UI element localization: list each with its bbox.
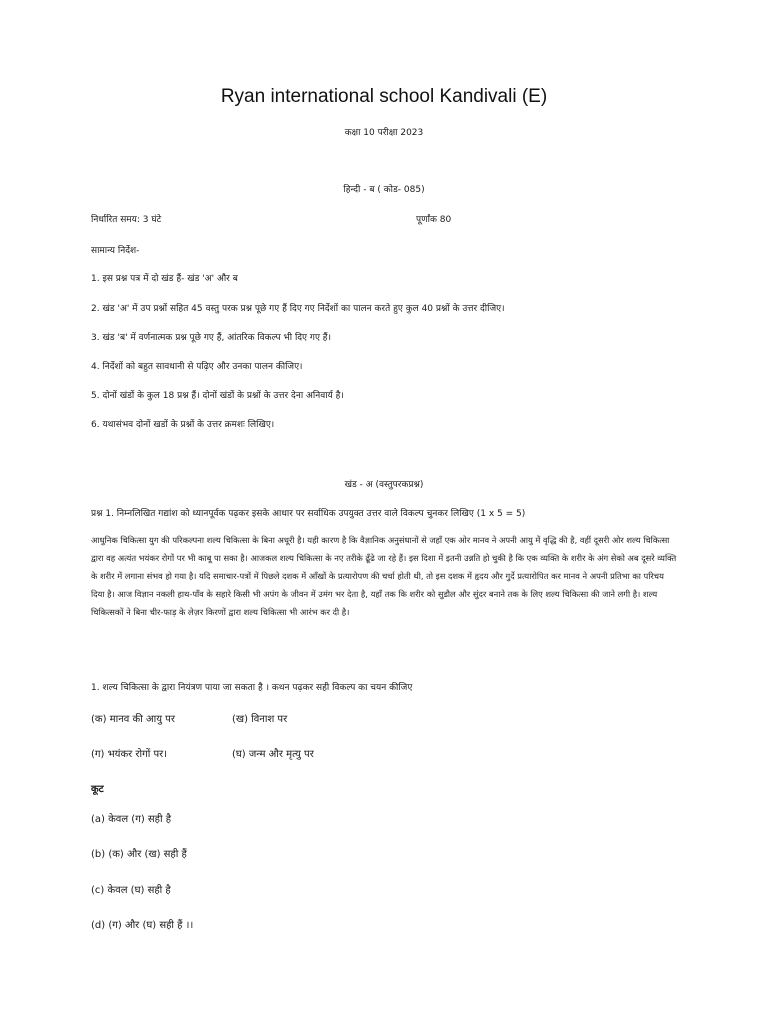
- subject-code: हिन्दी - ब ( कोड- 085): [343, 185, 425, 195]
- q1-statement: 1. शल्य चिकित्सा के द्वारा नियंत्रण पाया जा सकता है । कथन पढ़कर सही विकल्प का चयन कीजिए: [91, 683, 413, 693]
- q1-option-ga: (ग) भयंकर रोगों पर।: [91, 749, 168, 760]
- instruction-item: 2. खंड 'अ' में उप प्रश्नों सहित 45 वस्तु परक प्रश्न पूछे गए हैं दिए गए निर्देशों का पालन करते हुए कुल 40 प्रश्नों के उत्तर दीजिए।: [91, 304, 505, 314]
- answer-choice-c: (c) केवल (घ) सही है: [91, 885, 171, 896]
- instruction-item: 1. इस प्रश्न पत्र में दो खंड हैं- खंड 'अ' और ब: [91, 274, 238, 284]
- instruction-item: 5. दोनों खंडों के कुल 18 प्रश्न हैं। दोनों खंडों के प्रश्नों के उत्तर देना अनिवार्य है।: [91, 391, 344, 401]
- answer-choice-d: (d) (ग) और (घ) सही हैं ।।: [91, 920, 194, 931]
- koot-heading: कूट: [91, 784, 104, 795]
- q1-option-gha: (घ) जन्म और मृत्यु पर: [232, 749, 314, 760]
- instruction-item: 4. निर्देशों को बहुत सावधानी से पढ़िए और उनका पालन कीजिए।: [91, 362, 303, 372]
- total-marks: पूर्णांक 80: [416, 215, 452, 225]
- time-allowed: निर्धारित समय: 3 घंटे: [91, 215, 162, 225]
- exam-class-year: कक्षा 10 परीक्षा 2023: [344, 128, 424, 138]
- q1-option-ka: (क) मानव की आयु पर: [91, 714, 175, 725]
- answer-choice-b: (b) (क) और (ख) सही हैं: [91, 849, 187, 860]
- answer-choice-a: (a) केवल (ग) सही है: [91, 814, 172, 825]
- question-1-prompt: प्रश्न 1. निम्नलिखित गद्यांश को ध्यानपूर्वक पढ़कर इसके आधार पर सर्वाधिक उपयुक्त उत्तर वाले विकल्प चुनकर लिखिए (1 x 5 = 5): [91, 509, 526, 519]
- school-title: Ryan international school Kandivali (E): [220, 86, 548, 107]
- q1-option-kha: (ख) विनाश पर: [232, 714, 288, 725]
- instruction-item: 6. यथासंभव दोनों खडों के प्रश्नों के उत्तर क्रमशः लिखिए।: [91, 420, 275, 430]
- section-a-heading: खंड - अ (वस्तुपरकप्रश्न): [344, 480, 424, 490]
- comprehension-passage: आधुनिक चिकित्सा युग की परिकल्पना शल्य चिकित्सा के बिना अधूरी है। यही कारण है कि वैज्ञानिक अनुसंधानों से जहाँ एक ओर मानव ने अपनी आयु में वृद्धि की है, वहीं दूसरी ओर शल्य चिकित्सा द्वारा वह अत्यंत भयंकर रोगों पर भी काबू पा सका है। आजकल शल्य चिकित्सा के नए तरीके ढूँढे जा रहे हैं। इस दिशा में इतनी उन्नति हो चुकी है कि एक व्यक्ति के शरीर के अंग सेको अब दूसरे व्यक्ति के शरीर में लगाना संभव हो गया है। यदि समाचार-पत्रों में पिछले दशक में आँखों के प्रत्यारोपण की चर्चा होती थी, तो इस दशक में हृदय और गुर्दे प्रत्यारोपित कर मानव ने अपनी प्रतिभा का परिचय दिया है। आज विज्ञान नकली हाथ-पाँव के सहारे किसी भी अपंग के जीवन में उमंग भर देता है, यहाँ तक कि शरीर को सुडौल और सुंदर बनाने तक के लिए शल्य चिकित्सा की जाने लगी है। शल्य चिकित्सकों ने बिना चीर-फाड़ के लेज़र किरणों द्वारा शल्य चिकित्सा भी आरंभ कर दी है।: [91, 535, 677, 617]
- instruction-item: 3. खंड 'ब' में वर्णनात्मक प्रश्न पूछे गए हैं, आंतरिक विकल्प भी दिए गए हैं।: [91, 333, 331, 343]
- instructions-heading: सामान्य निर्देश-: [91, 246, 140, 256]
